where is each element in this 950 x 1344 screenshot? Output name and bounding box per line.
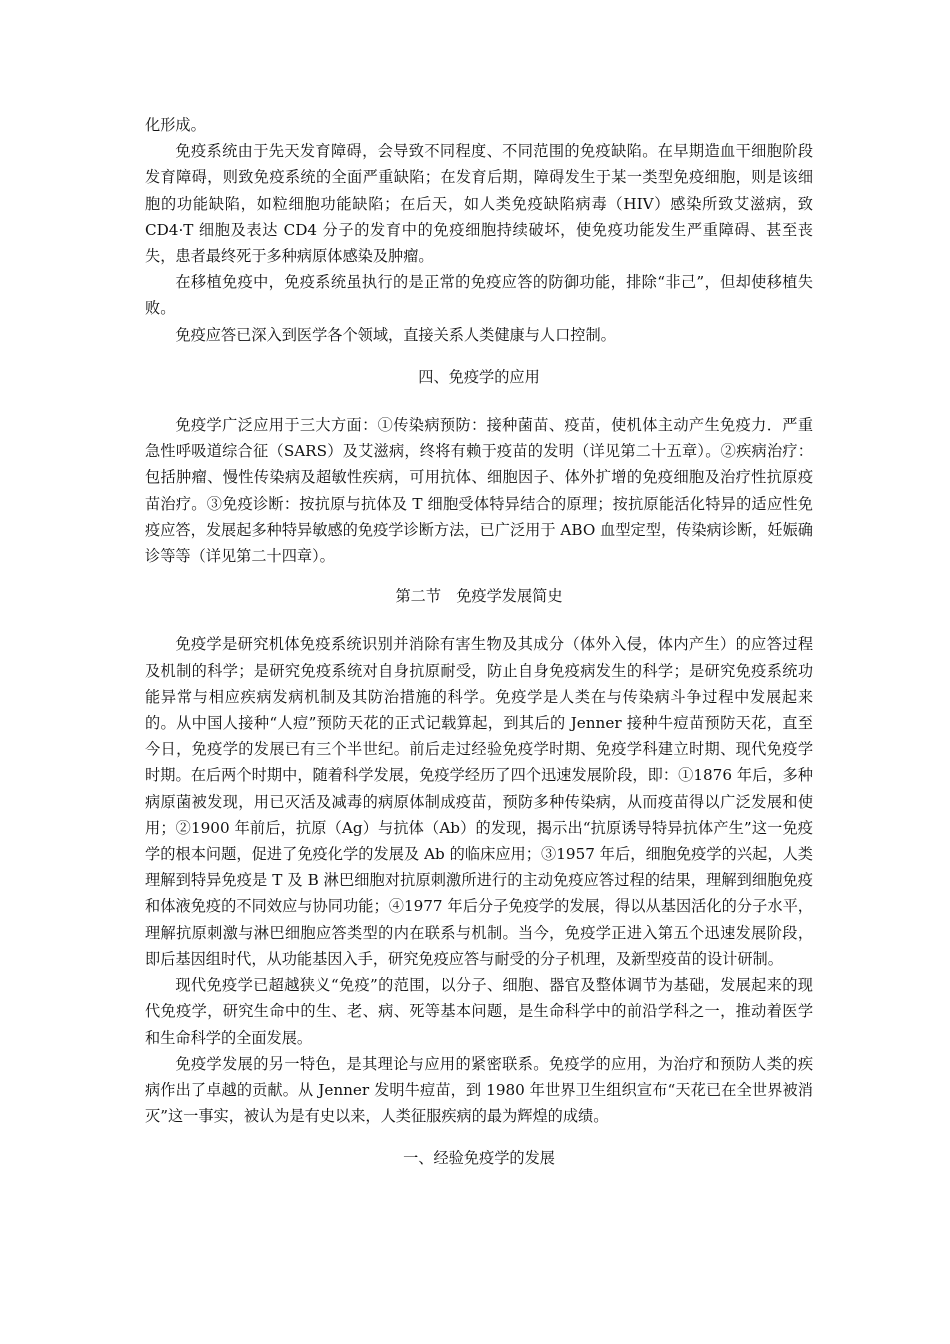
paragraph-modern-immunology: 现代免疫学已超越狭义“免疫”的范围，以分子、细胞、器官及整体调节为基础，发展起来的现代免疫学，研究生命中的生、老、病、死等基本问题，是生命科学中的前沿学科之一，推动着医学和生命科学的全面发展。 xyxy=(145,976,813,1047)
paragraph-immune-response-medicine: 免疫应答已深入到医学各个领域，直接关系人类健康与人口控制。 xyxy=(175,325,616,344)
heading-empirical-immunology: 一、经验免疫学的发展 xyxy=(403,1149,555,1168)
paragraph-history-overview: 免疫学是研究机体免疫系统识别并消除有害生物及其成分（体外入侵，体内产生）的应答过程及机制的科学；是研究免疫系统对自身抗原耐受，防止自身免疫病发生的科学；是研究免疫系统功能异常与相应疾病发病机制及其防治措施的科学。免疫学是人类在与传染病斗争过程中发展起来的。从中国人接种“人痘”预防天花的正式记载算起，到其后的 Jenner 接种牛痘苗预防天花，直至今日，免疫学的发展已有三个半世纪。前后走过经验免疫学时期、免疫学科建立时期、现代免疫学时期。在后两个时期中，随着科学发展，免疫学经历了四个迅速发展阶段，即：①1876 年后，多种病原菌被发现，用已灭活及减毒的病原体制成疫苗，预防多种传染病，从而疫苗得以广泛发展和使用；②1900 年前后，抗原（Ag）与抗体（Ab）的发现，揭示出“抗原诱导特异抗体产生”这一免疫学的根本问题，促进了免疫化学的发展及 Ab 的临床应用；③1957 年后，细胞免疫学的兴起，人类理解到特异免疫是 T 及 B 淋巴细胞对抗原刺激所进行的主动免疫应答过程的结果，理解到细胞免疫和体液免疫的不同效应与协同功能；④1977 年后分子免疫学的发展，得以从基因活化的分子水平，理解抗原刺激与淋巴细胞应答类型的内在联系与机制。当今，免疫学正进入第五个迅速发展阶段，即后基因组时代，从功能基因入手，研究免疫应答与耐受的分子机理，及新型疫苗的设计研制。 xyxy=(145,635,813,968)
paragraph-immunodeficiency: 免疫系统由于先天发育障碍，会导致不同程度、不同范围的免疫缺陷。在早期造血干细胞阶段发育障碍，则致免疫系统的全面严重缺陷；在发育后期，障碍发生于某一类型免疫细胞，则是该细胞的功能缺陷，如粒细胞功能缺陷；在后天，如人类免疫缺陷病毒（HIV）感染所致艾滋病，致 CD4·T 细胞及表达 CD4 分子的发育中的免疫细胞持续破坏，使免疫功能发生严重障碍、甚至丧失，患者最终死于多种病原体感染及肿瘤。 xyxy=(145,142,813,266)
heading-section-2: 第二节 免疫学发展简史 xyxy=(395,587,563,606)
document-page xyxy=(145,112,813,1172)
paragraph-continuation: 化形成。 xyxy=(145,116,206,134)
heading-applications: 四、免疫学的应用 xyxy=(418,367,540,386)
paragraph-theory-application: 免疫学发展的另一特色，是其理论与应用的紧密联系。免疫学的应用，为治疗和预防人类的疾病作出了卓越的贡献。从 Jenner 发明牛痘苗，到 1980 年世界卫生组织宣布“天花已在全世界被消灭”这一事实，被认为是有史以来，人类征服疾病的最为辉煌的成绩。 xyxy=(145,1054,813,1126)
paragraph-transplant-immunity: 在移植免疫中，免疫系统虽执行的是正常的免疫应答的防御功能，排除“非己”，但却使移植失败。 xyxy=(145,273,813,318)
paragraph-applications: 免疫学广泛应用于三大方面：①传染病预防：接种菌苗、疫苗，使机体主动产生免疫力．严重急性呼吸道综合征（SARS）及艾滋病，终将有赖于疫苗的发明（详见第二十五章）。②疾病治疗：包括肿瘤、慢性传染病及超敏性疾病，可用抗体、细胞因子、体外扩增的免疫细胞及治疗性抗原疫苗治疗。③免疫诊断：按抗原与抗体及 T 细胞受体特异结合的原理；按抗原能活化特异的适应性免疫应答，发展起多种特异敏感的免疫学诊断方法，已广泛用于 ABO 血型定型，传染病诊断，妊娠确诊等等（详见第二十四章）。 xyxy=(145,416,813,566)
